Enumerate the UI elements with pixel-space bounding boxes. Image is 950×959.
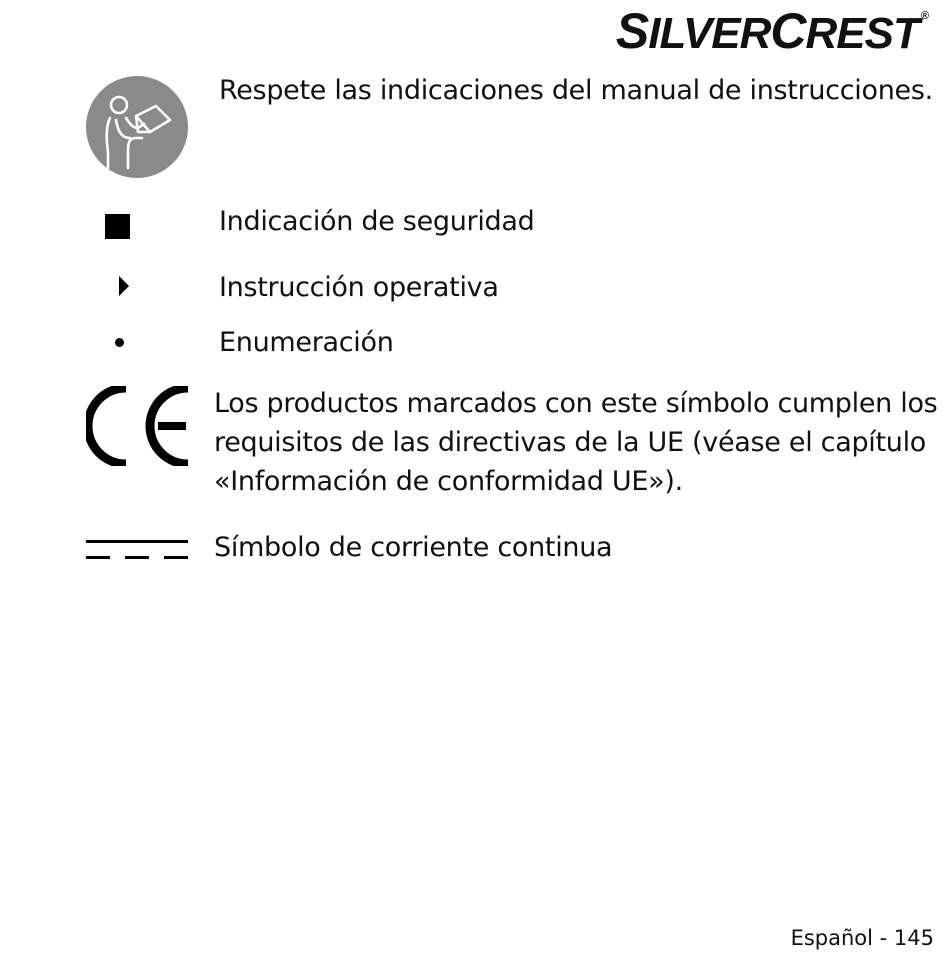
manual-note-text: Respete las indicaciones del manual de instrucciones. [219, 75, 933, 106]
safety-indication-text: Indicación de seguridad [219, 206, 535, 237]
read-manual-icon [86, 76, 188, 178]
direct-current-text: Símbolo de corriente continua [214, 532, 613, 563]
black-square-icon [105, 214, 130, 239]
ce-text-line-3: «Información de conformidad UE»). [214, 466, 683, 497]
ce-mark-icon [86, 386, 190, 466]
operational-instruction-text: Instrucción operativa [219, 272, 499, 303]
direct-current-icon [86, 536, 188, 564]
enumeration-text: Enumeración [219, 327, 394, 358]
brand-logo: SILVERCREST ® [615, 3, 928, 59]
ce-text-line-2: requisitos de las directivas de la UE (véase el capítulo [214, 427, 927, 458]
triangle-right-icon [119, 276, 129, 296]
ce-text-line-1: Los productos marcados con este símbolo cumplen los [214, 388, 938, 419]
page-number: Español - 145 [790, 926, 934, 950]
bullet-icon [115, 338, 124, 347]
